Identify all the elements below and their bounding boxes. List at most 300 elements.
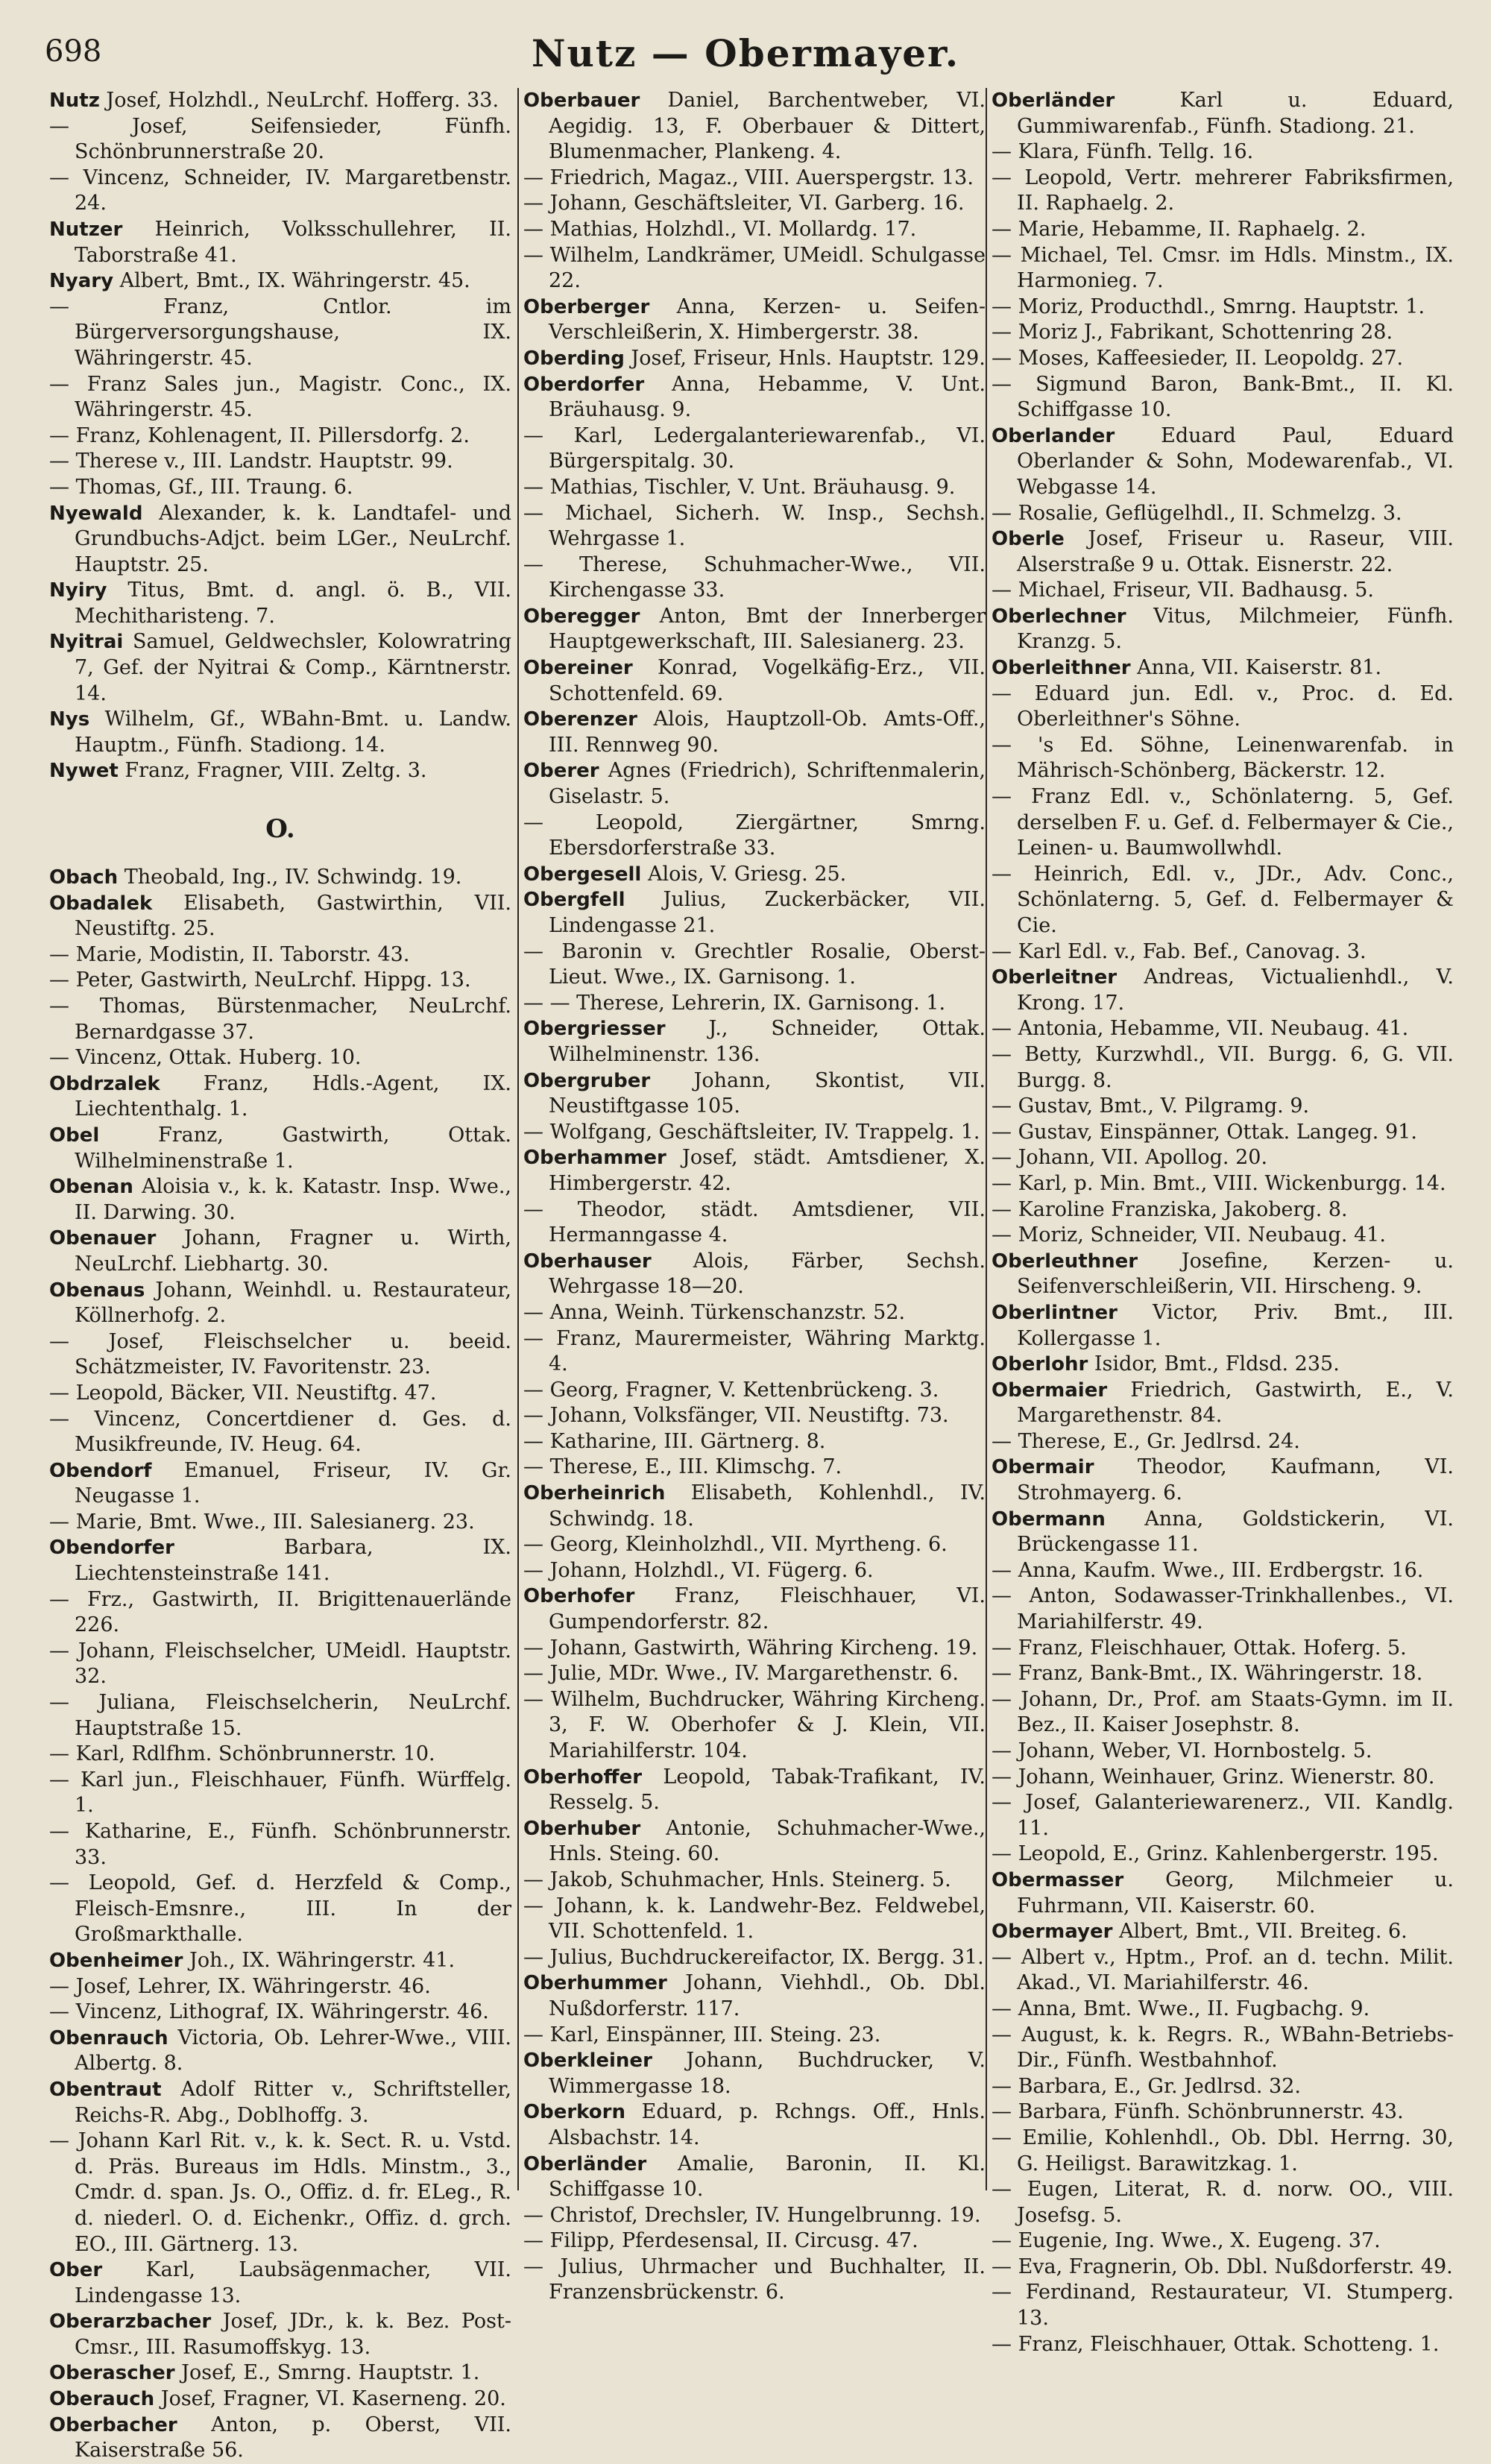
entry-text: — Juliana, Fleischselcherin, NeuLrchf. Hauptstraße 15.: [49, 1691, 511, 1740]
entry-surname: Obenaus: [49, 1279, 145, 1302]
entry-text: Karl, Laubsägenmacher, VII. Lindengasse 13.: [75, 2258, 511, 2307]
directory-entry: [49, 891, 511, 942]
entry-text: Heinrich, Volksschullehrer, II. Taborstraße 41.: [75, 217, 511, 267]
directory-entry: [523, 552, 986, 604]
entry-surname: Nywet: [49, 760, 119, 783]
directory-entry: [523, 475, 986, 501]
directory-entry: [992, 1378, 1454, 1429]
entry-text: Konrad, Vogelkäfig-Erz., VII. Schottenfeld. 69.: [549, 656, 986, 705]
entry-text: Johann, Fragner u. Wirth, NeuLrchf. Liebhartg. 30.: [75, 1226, 511, 1276]
directory-entry: [992, 1223, 1454, 1249]
entry-text: — Eugenie, Ing. Wwe., X. Eugeng. 37.: [992, 2229, 1381, 2253]
entry-surname: Nyitrai: [49, 631, 124, 654]
entry-text: — Klara, Fünfh. Tellg. 16.: [992, 140, 1254, 164]
entry-text: — Johann, Weinhauer, Grinz. Wienerstr. 80.: [992, 1765, 1435, 1789]
directory-entry: [992, 1249, 1454, 1300]
directory-entry: [992, 1945, 1454, 1997]
directory-entry: [523, 939, 986, 991]
directory-entry: [523, 2152, 986, 2203]
directory-entry: [523, 346, 986, 372]
directory-entry: [49, 1639, 511, 1690]
entry-text: — Johann, Fleischselcher, UMeidl. Hauptstr. 32.: [49, 1639, 511, 1689]
entry-text: — Filipp, Pferdesensal, II. Circusg. 47.: [523, 2229, 918, 2253]
entry-text: Georg, Milchmeier u. Fuhrmann, VII. Kaiserstr. 60.: [1017, 1868, 1454, 1918]
entry-text: Josef, Fragner, VI. Kaserneng. 20.: [154, 2387, 506, 2411]
entry-text: — Johann, VII. Apollog. 20.: [992, 1146, 1268, 1170]
directory-entry: [992, 1300, 1454, 1352]
entry-text: Emanuel, Friseur, IV. Gr. Neugasse 1.: [75, 1458, 511, 1508]
entry-text: Agnes (Friedrich), Schriftenmalerin, Giselastr. 5.: [549, 759, 986, 809]
entry-text: — Wilhelm, Landkrämer, UMeidl. Schulgasse 22.: [523, 243, 986, 293]
entry-text: Karl u. Eduard, Gummiwarenfab., Fünfh. Stadiong. 21.: [1017, 89, 1454, 138]
directory-entry: [49, 268, 511, 294]
entry-text: — Franz, Fleischhauer, Ottak. Schotteng. 1.: [992, 2332, 1440, 2356]
entry-text: — Theodor, städt. Amtsdiener, VII. Hermanngasse 4.: [523, 1197, 986, 1247]
directory-entry: [523, 1197, 986, 1249]
page-title: Nutz — Obermayer.: [531, 31, 960, 75]
entry-surname: Oberleitner: [992, 966, 1118, 989]
entry-text: Anton, Bmt der Innerberger Hauptgewerkschaft, III. Salesianerg. 23.: [549, 604, 986, 654]
entry-surname: Oberer: [523, 760, 599, 783]
directory-entry: [49, 1535, 511, 1587]
entry-surname: Oberdorfer: [523, 373, 645, 396]
entry-text: — Anna, Kaufm. Wwe., III. Erdbergstr. 16.: [992, 1558, 1424, 1582]
entry-text: — Julius, Buchdruckereifactor, IX. Bergg. 31.: [523, 1945, 984, 1969]
directory-entry: [49, 2257, 511, 2309]
entry-text: — Frz., Gastwirth, II. Brigittenauerlände 226.: [49, 1587, 511, 1637]
entry-text: — Franz, Fleischhauer, Ottak. Hoferg. 5.: [992, 1636, 1407, 1660]
entry-text: Barbara, IX. Liechtensteinstraße 141.: [75, 1536, 511, 1586]
entry-text: — Mathias, Tischler, V. Unt. Bräuhausg. 9.: [523, 475, 956, 499]
entry-text: — Josef, Galanteriewarenerz., VII. Kandlg. 11.: [992, 1791, 1454, 1840]
directory-entry: [49, 2413, 511, 2464]
entry-text: Franz, Fleischhauer, VI. Gumpendorferstr. 82.: [549, 1584, 986, 1634]
entry-surname: Obenrauch: [49, 2026, 168, 2049]
entry-text: Franz, Gastwirth, Ottak. Wilhelminenstraße 1.: [75, 1123, 511, 1173]
entry-text: Alois, Färber, Sechsh. Wehrgasse 18—20.: [549, 1249, 986, 1299]
entry-text: Titus, Bmt. d. angl. ö. B., VII. Mechitharisteng. 7.: [75, 579, 511, 628]
entry-text: Victoria, Ob. Lehrer-Wwe., VIII. Albertg. 8.: [75, 2026, 511, 2076]
entry-surname: Nyewald: [49, 502, 143, 525]
entry-surname: Obendorfer: [49, 1537, 174, 1560]
directory-entry: [49, 1381, 511, 1407]
directory-entry: [49, 1458, 511, 1510]
entry-text: — Georg, Fragner, V. Kettenbrückeng. 3.: [523, 1378, 939, 1402]
directory-entry: [992, 1016, 1454, 1042]
directory-entry: [992, 1868, 1454, 1919]
column-1: [49, 88, 511, 2463]
entry-text: — Barbara, Fünfh. Schönbrunnerstr. 43.: [992, 2100, 1404, 2124]
directory-entry: [523, 1068, 986, 1120]
directory-entry: [992, 139, 1454, 166]
entry-text: Johann, Buchdrucker, V. Wimmergasse 18.: [549, 2049, 986, 2098]
directory-entry: [49, 1071, 511, 1123]
entry-text: — Johann, Weber, VI. Hornbostelg. 5.: [992, 1739, 1372, 1762]
directory-entry: [992, 1687, 1454, 1739]
directory-entry: [49, 2309, 511, 2360]
entry-text: — Leopold, E., Grinz. Kahlenbergerstr. 195.: [992, 1842, 1439, 1866]
entry-text: — Gustav, Bmt., V. Pilgramg. 9.: [992, 1094, 1310, 1118]
entry-text: — Julius, Uhrmacher und Buchhalter, II. Franzensbrückenstr. 6.: [523, 2255, 986, 2304]
entry-surname: Obermasser: [992, 1868, 1124, 1891]
entry-text: — Sigmund Baron, Bank-Bmt., II. Kl. Schiffgasse 10.: [992, 372, 1454, 422]
entry-surname: Oberlander: [992, 424, 1115, 447]
entry-text: Josefine, Kerzen- u. Seifenverschleißerin, VII. Hirscheng. 9.: [1017, 1249, 1454, 1299]
directory-entry: [992, 2332, 1454, 2358]
entry-surname: Obenauer: [49, 1227, 157, 1250]
entry-text: — Rosalie, Geflügelhdl., II. Schmelzg. 3.: [992, 501, 1402, 525]
entry-text: Anna, Hebamme, V. Unt. Bräuhausg. 9.: [549, 372, 986, 422]
directory-entry: [49, 1226, 511, 1277]
entry-text: — Karl, p. Min. Bmt., VIII. Wickenburgg. 14.: [992, 1171, 1446, 1195]
entry-surname: Oberarzbacher: [49, 2310, 212, 2334]
entry-surname: Oberkorn: [523, 2101, 625, 2124]
entry-text: Samuel, Geldwechsler, Kolowratring 7, Gef. der Nyitrai & Comp., Kärntnerstr. 14.: [75, 630, 511, 705]
entry-surname: Oberauch: [49, 2388, 155, 2411]
entry-text: — August, k. k. Regrs. R., WBahn-Betriebs-Dir., Fünfh. Westbahnhof.: [992, 2023, 1454, 2073]
directory-entry: [49, 1329, 511, 1381]
entry-text: Franz, Fragner, VIII. Zeltg. 3.: [118, 759, 427, 783]
entry-text: — Therese, E., Gr. Jedlrsd. 24.: [992, 1429, 1300, 1453]
directory-entry: [49, 114, 511, 166]
entry-text: — Karl, Rdlfhm. Schönbrunnerstr. 10.: [49, 1742, 435, 1766]
directory-entry: [992, 501, 1454, 527]
entry-text: — Eva, Fragnerin, Ob. Dbl. Nußdorferstr. 49.: [992, 2255, 1453, 2278]
entry-text: — Anton, Sodawasser-Trinkhallenbes., VI. Mariahilferstr. 49.: [992, 1584, 1454, 1634]
entry-text: — Thomas, Bürstenmacher, NeuLrchf. Bernardgasse 37.: [49, 995, 511, 1044]
entry-text: — Johann, Dr., Prof. am Staats-Gymn. im II. Bez., II. Kaiser Josephstr. 8.: [992, 1687, 1454, 1737]
directory-entry: [523, 191, 986, 217]
entry-text: — Wolfgang, Geschäftsleiter, IV. Trappelg. 1.: [523, 1120, 980, 1144]
entry-text: — Karl, Einspänner, III. Steing. 23.: [523, 2023, 881, 2046]
entry-text: — Mathias, Holzhdl., VI. Mollardg. 17.: [523, 217, 917, 241]
entry-text: Daniel, Barchentweber, VI. Aegidig. 13, F. Oberbauer & Dittert, Blumenmacher, Plankeng. 4.: [549, 89, 986, 164]
entry-surname: Oberhofer: [523, 1585, 635, 1608]
directory-entry: [49, 968, 511, 994]
entry-surname: Obendorf: [49, 1459, 152, 1482]
entry-surname: Nyary: [49, 270, 114, 293]
directory-entry: [523, 2099, 986, 2151]
entry-text: — Baronin v. Grechtler Rosalie, Oberst-Lieut. Wwe., IX. Garnisong. 1.: [523, 939, 986, 989]
directory-entry: [523, 1145, 986, 1197]
directory-entry: [523, 1584, 986, 1635]
directory-entry: [523, 2203, 986, 2229]
entry-text: — Josef, Lehrer, IX. Währingerstr. 46.: [49, 1974, 431, 1998]
directory-entry: [49, 88, 511, 114]
entry-surname: Oberberger: [523, 295, 650, 318]
directory-entry: [992, 1145, 1454, 1171]
entry-text: — Karl Edl. v., Fab. Bef., Canovag. 3.: [992, 939, 1367, 963]
directory-entry: [992, 1507, 1454, 1558]
entry-text: Andreas, Victualienhdl., V. Krong. 17.: [1017, 965, 1454, 1015]
directory-entry: [523, 1558, 986, 1584]
entry-text: Josef, Holzhdl., NeuLrchf. Hofferg. 33.: [99, 89, 499, 112]
directory-entry: [523, 423, 986, 475]
entry-text: Theobald, Ing., IV. Schwindg. 19.: [118, 866, 462, 889]
entry-text: — Georg, Kleinholzhdl., VII. Myrtheng. 6.: [523, 1533, 948, 1557]
directory-entry: [523, 707, 986, 758]
entry-text: Anna, Kerzen- u. Seifen-Verschleißerin, X. Himbergerstr. 38.: [549, 294, 986, 344]
directory-entry: [523, 1687, 986, 1765]
entry-text: — Katharine, III. Gärtnerg. 8.: [523, 1429, 826, 1453]
directory-entry: [992, 2099, 1454, 2126]
directory-entry: [49, 1045, 511, 1071]
entry-text: — Johann, Geschäftsleiter, VI. Garberg. 16.: [523, 192, 965, 215]
directory-entry: [523, 166, 986, 192]
directory-entry: [49, 758, 511, 784]
entry-text: Isidor, Bmt., Fldsd. 235.: [1088, 1352, 1340, 1376]
directory-entry: [49, 1690, 511, 1742]
entry-text: Aloisia v., k. k. Katastr. Insp. Wwe., II. Darwing. 30.: [75, 1175, 511, 1224]
directory-entry: [523, 862, 986, 888]
directory-entry: [523, 243, 986, 294]
entry-surname: Obel: [49, 1124, 100, 1147]
entry-text: Franz, Hdls.-Agent, IX. Liechtenthalg. 1.: [75, 1071, 511, 1121]
entry-text: — Betty, Kurzwhdl., VII. Burgg. 6, G. VII. Burgg. 8.: [992, 1042, 1454, 1092]
directory-entry: [992, 1171, 1454, 1197]
entry-text: Friedrich, Gastwirth, E., V. Margarethenstr. 84.: [1017, 1378, 1454, 1428]
directory-entry: [49, 423, 511, 450]
entry-text: Josef, Friseur u. Raseur, VIII. Alserstraße 9 u. Ottak. Eisnerstr. 22.: [1017, 527, 1454, 576]
entry-surname: Obergesell: [523, 863, 642, 886]
entry-text: — Moriz J., Fabrikant, Schottenring 28.: [992, 321, 1393, 344]
directory-entry: [523, 1016, 986, 1068]
entry-surname: Oberländer: [523, 2152, 647, 2175]
entry-text: — Karoline Franziska, Jakoberg. 8.: [992, 1197, 1348, 1221]
entry-text: Anna, VII. Kaiserstr. 81.: [1130, 656, 1382, 680]
entry-text: — Karl jun., Fleischhauer, Fünfh. Würffelg. 1.: [49, 1768, 511, 1818]
directory-entry: [992, 604, 1454, 655]
directory-entry: [992, 1558, 1454, 1584]
entry-text: Johann, Viehhdl., Ob. Dbl. Nußdorferstr. 117.: [549, 1971, 986, 2020]
entry-text: — Ferdinand, Restaurateur, VI. Stumperg. 13.: [992, 2281, 1454, 2331]
entry-text: Josef, E., Smrng. Hauptstr. 1.: [174, 2361, 480, 2385]
directory-entry: [523, 1661, 986, 1687]
section-letter: O.: [265, 814, 295, 845]
entry-text: — Therese, E., III. Klimschg. 7.: [523, 1455, 842, 1479]
directory-entry: [523, 217, 986, 243]
directory-entry: [992, 1094, 1454, 1120]
directory-entry: [992, 1841, 1454, 1868]
entry-text: Wilhelm, Gf., WBahn-Bmt. u. Landw. Hauptm., Fünfh. Stadiong. 14.: [75, 708, 511, 757]
directory-entry: [49, 1510, 511, 1536]
entry-text: — Julie, MDr. Wwe., IV. Margarethenstr. 6.: [523, 1662, 959, 1686]
directory-entry: [992, 862, 1454, 939]
entry-text: — Katharine, E., Fünfh. Schönbrunnerstr. 33.: [49, 1820, 511, 1869]
entry-text: — Michael, Tel. Cmsr. im Hdls. Minstm., IX. Harmonieg. 7.: [992, 243, 1454, 293]
directory-entry: [49, 1278, 511, 1329]
directory-entry: [49, 501, 511, 579]
entry-text: Albert, Bmt., IX. Währingerstr. 45.: [113, 269, 470, 293]
entry-surname: Oberhauser: [523, 1250, 652, 1273]
directory-entry: [523, 1249, 986, 1300]
directory-entry: [49, 1123, 511, 1174]
entry-surname: Oberding: [523, 347, 625, 370]
directory-entry: [49, 2026, 511, 2077]
entry-text: — Eduard jun. Edl. v., Proc. d. Ed. Oberleithner's Söhne.: [992, 681, 1454, 731]
entry-surname: Oberascher: [49, 2362, 175, 2385]
entry-text: Eduard Paul, Eduard Oberlander & Sohn, Modewarenfab., VI. Webgasse 14.: [1017, 423, 1454, 499]
directory-entry: [49, 1174, 511, 1226]
entry-text: Josef, JDr., k. k. Bez. Post-Cmsr., III. Rasumoffskyg. 13.: [75, 2310, 511, 2359]
entry-text: — Josef, Fleischselcher u. beeid. Schätzmeister, IV. Favoritenstr. 23.: [49, 1329, 511, 1379]
directory-entry: [992, 965, 1454, 1016]
directory-entry: [992, 526, 1454, 578]
directory-entry: [523, 1403, 986, 1429]
entry-text: — Christof, Drechsler, IV. Hungelbrunng. 19.: [523, 2203, 981, 2227]
entry-text: J., Schneider, Ottak. Wilhelminenstr. 136.: [549, 1017, 986, 1066]
entry-text: — Thomas, Gf., III. Traung. 6.: [49, 475, 353, 499]
column-2: [523, 88, 986, 2304]
entry-text: — Therese, Schuhmacher-Wwe., VII. Kirchengasse 33.: [523, 552, 986, 602]
entry-surname: Oberegger: [523, 605, 640, 628]
entry-text: — Peter, Gastwirth, NeuLrchf. Hippg. 13.: [49, 968, 471, 992]
entry-text: — Marie, Hebamme, II. Raphaelg. 2.: [992, 217, 1367, 241]
directory-entry: [523, 1300, 986, 1326]
entry-text: — Marie, Modistin, II. Taborstr. 43.: [49, 942, 410, 966]
entry-text: Victor, Priv. Bmt., III. Kollergasse 1.: [1017, 1300, 1454, 1350]
directory-entry: [49, 217, 511, 268]
entry-surname: Obach: [49, 866, 119, 889]
entry-text: Johann, Skontist, VII. Neustiftgasse 105.: [549, 1068, 986, 1118]
entry-surname: Oberle: [992, 528, 1065, 551]
entry-text: — Franz Edl. v., Schönlaterng. 5, Gef. derselben F. u. Gef. d. Felbermayer & Cie., Leinen- u. Baumwollwhdl.: [992, 785, 1454, 860]
directory-entry: [523, 1378, 986, 1404]
entry-text: — Franz, Bank-Bmt., IX. Währingerstr. 18.: [992, 1662, 1423, 1686]
entry-surname: Oberhammer: [523, 1147, 666, 1170]
entry-text: — Josef, Seifensieder, Fünfh. Schönbrunnerstraße 20.: [49, 114, 511, 164]
directory-entry: [49, 1948, 511, 1974]
entry-surname: Obermair: [992, 1456, 1094, 1479]
directory-entry: [523, 1429, 986, 1455]
directory-entry: [992, 423, 1454, 501]
directory-entry: [992, 939, 1454, 965]
entry-text: Leopold, Tabak-Trafikant, IV. Resselg. 5.: [549, 1765, 986, 1815]
directory-entry: [49, 1768, 511, 1819]
entry-surname: Nutz: [49, 89, 100, 112]
directory-entry: [523, 2255, 986, 2306]
entry-surname: Oberheinrich: [523, 1482, 666, 1505]
entry-surname: Obergfell: [523, 889, 625, 912]
directory-entry: [992, 1197, 1454, 1223]
directory-entry: [523, 501, 986, 552]
directory-entry: [523, 655, 986, 707]
entry-text: Vitus, Milchmeier, Fünfh. Kranzg. 5.: [1017, 604, 1454, 654]
entry-surname: Obergruber: [523, 1069, 651, 1092]
directory-entry: [992, 294, 1454, 321]
entry-text: — Barbara, E., Gr. Jedlrsd. 32.: [992, 2074, 1301, 2098]
entry-surname: Nys: [49, 708, 90, 731]
directory-entry: [523, 2228, 986, 2255]
directory-entry: [523, 1894, 986, 1945]
directory-entry: [992, 88, 1454, 139]
entry-text: — Franz, Maurermeister, Währing Marktg. 4.: [523, 1326, 986, 1376]
entry-surname: Nyiry: [49, 579, 107, 602]
column-3: [992, 88, 1454, 2356]
entry-text: — Antonia, Hebamme, VII. Neubaug. 41.: [992, 1017, 1409, 1041]
directory-entry: [49, 1587, 511, 1639]
entry-surname: Oberbacher: [49, 2413, 177, 2436]
directory-entry: [523, 1326, 986, 1378]
entry-surname: Oberhummer: [523, 1972, 667, 1995]
directory-entry: [992, 1636, 1454, 1662]
directory-entry: [992, 1997, 1454, 2023]
directory-entry: [523, 1945, 986, 1971]
entry-text: — Johann Karl Rit. v., k. k. Sect. R. u. Vstd. d. Präs. Bureaus im Hdls. Minstm., 3., Cmdr. d. span. Js. O., Offiz. d. fr. ELeg., R. d. niederl. O. d. Eichenkr., Offiz. d. grch. EO., III. Gärtnerg. 13.: [49, 2129, 511, 2256]
entry-text: — Leopold, Ziergärtner, Smrng. Ebersdorferstraße 33.: [523, 810, 986, 860]
entry-text: — Jakob, Schuhmacher, Hnls. Steinerg. 5.: [523, 1868, 951, 1891]
directory-entry: [523, 1765, 986, 1816]
entry-text: — Leopold, Vertr. mehrerer Fabriksfirmen, II. Raphaelg. 2.: [992, 166, 1454, 215]
directory-entry: [992, 1661, 1454, 1687]
directory-entry: [992, 2126, 1454, 2177]
entry-text: Anna, Goldstickerin, VI. Brückengasse 11.: [1017, 1507, 1454, 1557]
directory-entry: [992, 1042, 1454, 1094]
directory-entry: [992, 346, 1454, 372]
entry-text: — Moriz, Producthdl., Smrng. Hauptstr. 1.: [992, 294, 1425, 318]
entry-text: — Friedrich, Magaz., VIII. Auerspergstr. 13.: [523, 166, 974, 189]
entry-surname: Obermaier: [992, 1378, 1108, 1402]
directory-entry: [992, 1352, 1454, 1378]
entry-text: — Michael, Friseur, VII. Badhausg. 5.: [992, 579, 1375, 602]
entry-text: Josef, Friseur, Hnls. Hauptstr. 129.: [624, 346, 986, 370]
directory-entry: [523, 294, 986, 346]
directory-entry: [523, 88, 986, 166]
entry-text: — Vincenz, Schneider, IV. Margaretbenstr. 24.: [49, 166, 511, 215]
entry-surname: Oberhuber: [523, 1817, 641, 1840]
entry-text: — Heinrich, Edl. v., JDr., Adv. Conc., Schönlaterng. 5, Gef. d. Felbermayer & Cie.: [992, 862, 1454, 937]
directory-entry: [992, 1429, 1454, 1455]
directory-entry: [992, 784, 1454, 862]
entry-surname: Ober: [49, 2259, 103, 2282]
directory-entry: [49, 2129, 511, 2257]
directory-entry: [49, 942, 511, 968]
directory-entry: [992, 217, 1454, 243]
entry-surname: Oberländer: [992, 89, 1115, 112]
directory-entry: [992, 2228, 1454, 2255]
directory-entry: [992, 1584, 1454, 1635]
directory-entry: [49, 865, 511, 891]
entry-text: — Vincenz, Concertdiener d. Ges. d. Musikfreunde, IV. Heug. 64.: [49, 1407, 511, 1457]
directory-entry: [49, 1819, 511, 1871]
entry-text: — Franz Sales jun., Magistr. Conc., IX. Währingerstr. 45.: [49, 372, 511, 422]
entry-text: — Leopold, Bäcker, VII. Neustiftg. 47.: [49, 1381, 437, 1405]
directory-entry: [992, 1455, 1454, 1506]
entry-text: Antonie, Schuhmacher-Wwe., Hnls. Steing. 60.: [549, 1816, 986, 1866]
directory-entry: [49, 994, 511, 1045]
directory-entry: [992, 1739, 1454, 1765]
entry-text: — Therese v., III. Landstr. Hauptstr. 99.: [49, 450, 453, 473]
entry-text: Eduard, p. Rchngs. Off., Hnls. Alsbachstr. 14.: [549, 2100, 986, 2149]
entry-text: — Johann, Volksfänger, VII. Neustiftg. 73.: [523, 1404, 949, 1428]
entry-surname: Oberlintner: [992, 1301, 1118, 1324]
entry-text: — Vincenz, Ottak. Huberg. 10.: [49, 1046, 362, 1070]
directory-entry: [523, 1532, 986, 1558]
entry-surname: Obereiner: [523, 657, 633, 680]
directory-entry: [523, 1868, 986, 1894]
directory-entry: [49, 2386, 511, 2413]
entry-text: — Leopold, Gef. d. Herzfeld & Comp., Fleisch-Emsnre., III. In der Großmarkthalle.: [49, 1871, 511, 1947]
directory-entry: [992, 320, 1454, 346]
directory-entry: [992, 372, 1454, 423]
directory-entry: [523, 758, 986, 810]
entry-text: Albert, Bmt., VII. Breiteg. 6.: [1112, 1920, 1408, 1944]
entry-text: Alois, Hauptzoll-Ob. Amts-Off., III. Rennweg 90.: [549, 708, 986, 757]
directory-entry: [992, 2074, 1454, 2100]
entry-text: Alois, V. Griesg. 25.: [641, 862, 847, 886]
directory-entry: [523, 1455, 986, 1481]
directory-entry: [992, 2023, 1454, 2074]
